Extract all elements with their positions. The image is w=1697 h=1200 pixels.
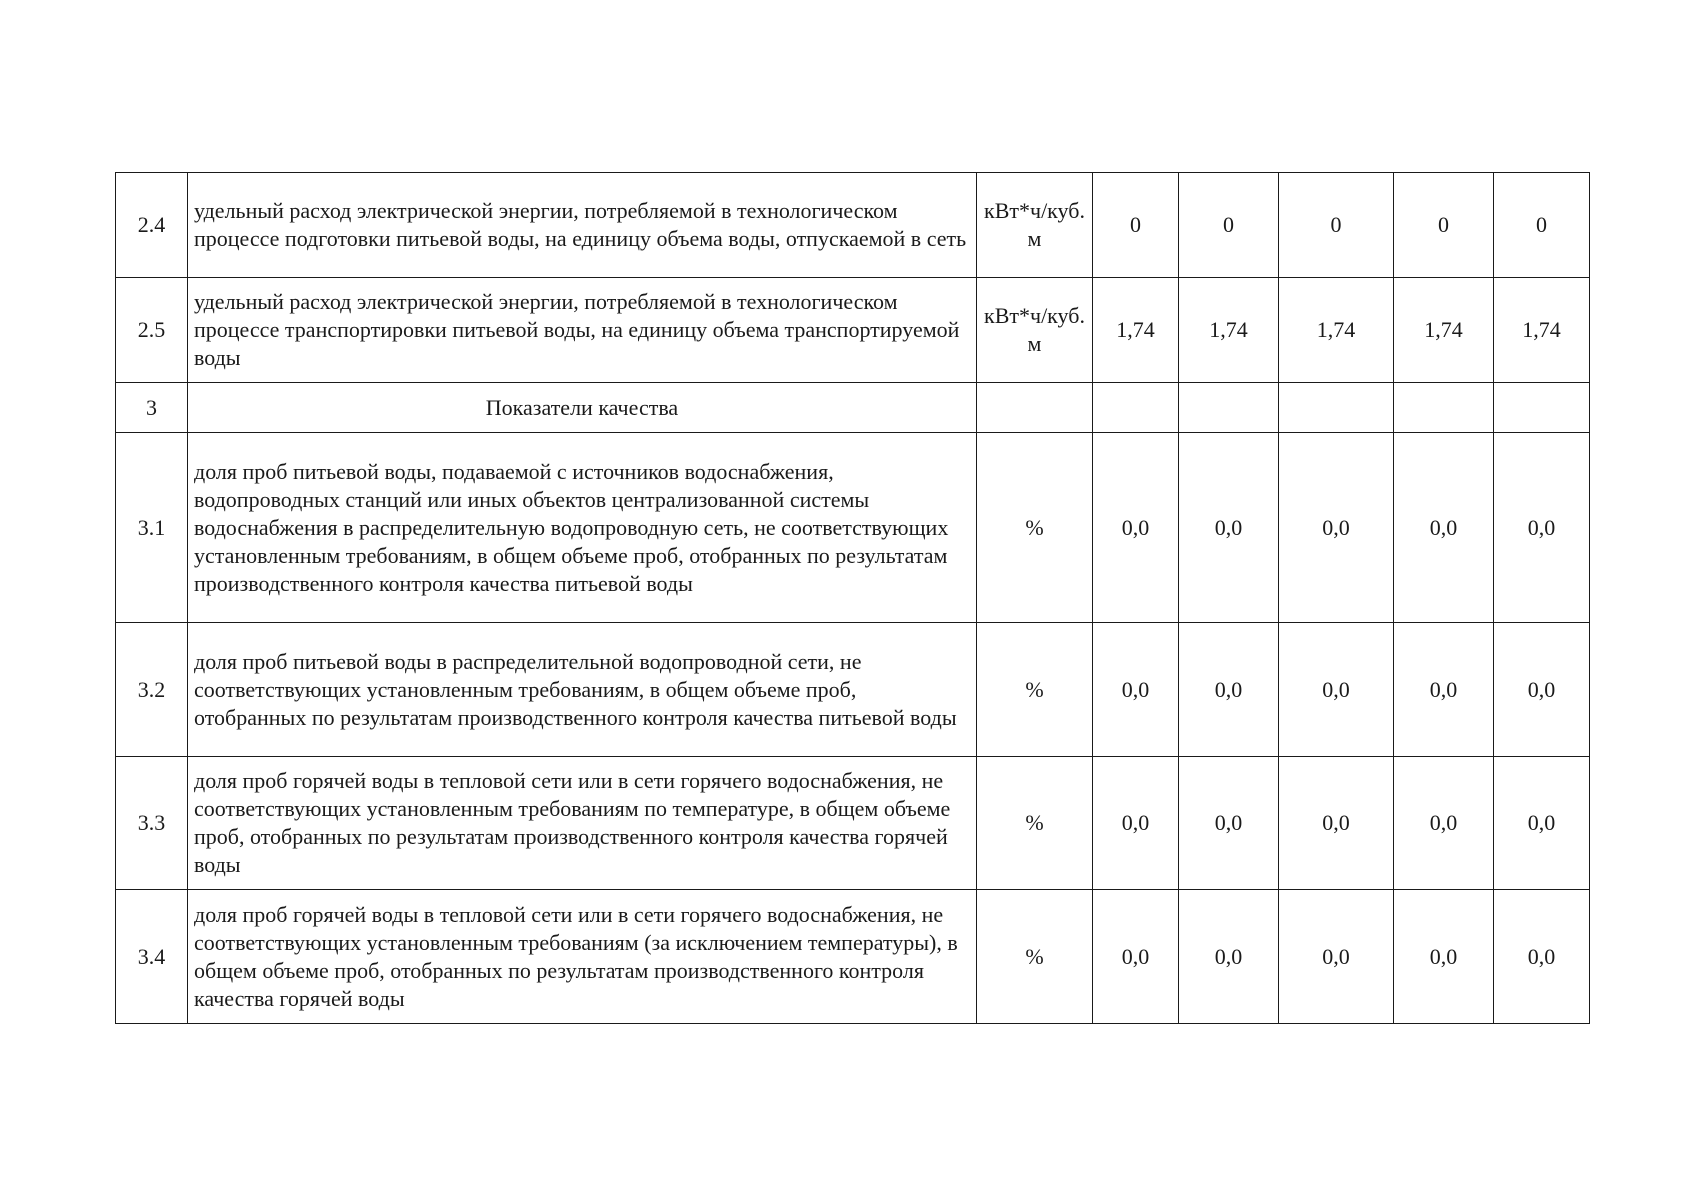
value-cell	[1394, 383, 1494, 433]
value-cell: 0,0	[1279, 890, 1394, 1024]
table-row	[116, 173, 1590, 278]
row-number: 2.4	[116, 173, 188, 278]
unit-of-measure	[977, 383, 1093, 433]
value-cell: 0,0	[1494, 757, 1590, 890]
value-cell: 0,0	[1494, 623, 1590, 757]
value-cell	[1093, 383, 1179, 433]
value-cell: 0	[1179, 173, 1279, 278]
indicator-description: удельный расход электрической энергии, потребляемой в технологическом процессе подготовки питьевой воды, на единицу объема воды, отпускаемой в сеть	[188, 173, 977, 278]
value-cell: 0,0	[1093, 757, 1179, 890]
value-cell: 0,0	[1394, 433, 1494, 623]
unit-of-measure: %	[977, 890, 1093, 1024]
row-number: 3.1	[116, 433, 188, 623]
section-title: Показатели качества	[188, 383, 977, 433]
value-cell: 0,0	[1494, 433, 1590, 623]
value-cell: 0,0	[1093, 890, 1179, 1024]
indicator-description: доля проб питьевой воды в распределительной водопроводной сети, не соответствующих установленным требованиям, в общем объеме проб, отобранных по результатам производственного контроля качества питьевой воды	[188, 623, 977, 757]
value-cell: 0	[1279, 173, 1394, 278]
unit-of-measure: кВт*ч/куб. м	[977, 173, 1093, 278]
row-number: 2.5	[116, 278, 188, 383]
value-cell: 0,0	[1394, 757, 1494, 890]
table-row	[116, 278, 1590, 383]
indicator-description: доля проб горячей воды в тепловой сети или в сети горячего водоснабжения, не соответствующих установленным требованиям (за исключением температуры), в общем объеме проб, отобранных по результатам производственного контроля качества горячей воды	[188, 890, 977, 1024]
value-cell: 0	[1494, 173, 1590, 278]
row-number: 3.2	[116, 623, 188, 757]
value-cell: 1,74	[1093, 278, 1179, 383]
value-cell: 1,74	[1279, 278, 1394, 383]
value-cell	[1494, 383, 1590, 433]
value-cell: 0,0	[1279, 623, 1394, 757]
value-cell: 0	[1093, 173, 1179, 278]
value-cell: 1,74	[1494, 278, 1590, 383]
indicator-description: доля проб горячей воды в тепловой сети или в сети горячего водоснабжения, не соответствующих установленным требованиям по температуре, в общем объеме проб, отобранных по результатам производственного контроля качества горячей воды	[188, 757, 977, 890]
table-row	[116, 623, 1590, 757]
value-cell: 0	[1394, 173, 1494, 278]
table-row	[116, 433, 1590, 623]
value-cell: 0,0	[1179, 433, 1279, 623]
value-cell: 0,0	[1494, 890, 1590, 1024]
value-cell: 0,0	[1093, 623, 1179, 757]
value-cell	[1279, 383, 1394, 433]
value-cell: 0,0	[1394, 890, 1494, 1024]
value-cell	[1179, 383, 1279, 433]
value-cell: 0,0	[1093, 433, 1179, 623]
unit-of-measure: %	[977, 757, 1093, 890]
value-cell: 0,0	[1394, 623, 1494, 757]
value-cell: 1,74	[1394, 278, 1494, 383]
section-number: 3	[116, 383, 188, 433]
value-cell: 1,74	[1179, 278, 1279, 383]
value-cell: 0,0	[1279, 757, 1394, 890]
section-row	[116, 383, 1590, 433]
table-row	[116, 890, 1590, 1024]
unit-of-measure: кВт*ч/куб. м	[977, 278, 1093, 383]
table-row	[116, 757, 1590, 890]
value-cell: 0,0	[1179, 890, 1279, 1024]
unit-of-measure: %	[977, 623, 1093, 757]
indicator-description: доля проб питьевой воды, подаваемой с источников водоснабжения, водопроводных станций или иных объектов централизованной системы водоснабжения в распределительную водопроводную сеть, не соответствующих установленным требованиям, в общем объеме проб, отобранных по результатам производственного контроля качества питьевой воды	[188, 433, 977, 623]
value-cell: 0,0	[1279, 433, 1394, 623]
value-cell: 0,0	[1179, 623, 1279, 757]
indicator-description: удельный расход электрической энергии, потребляемой в технологическом процессе транспортировки питьевой воды, на единицу объема транспортируемой воды	[188, 278, 977, 383]
value-cell: 0,0	[1179, 757, 1279, 890]
indicator-table	[115, 172, 1590, 1024]
unit-of-measure: %	[977, 433, 1093, 623]
row-number: 3.3	[116, 757, 188, 890]
row-number: 3.4	[116, 890, 188, 1024]
